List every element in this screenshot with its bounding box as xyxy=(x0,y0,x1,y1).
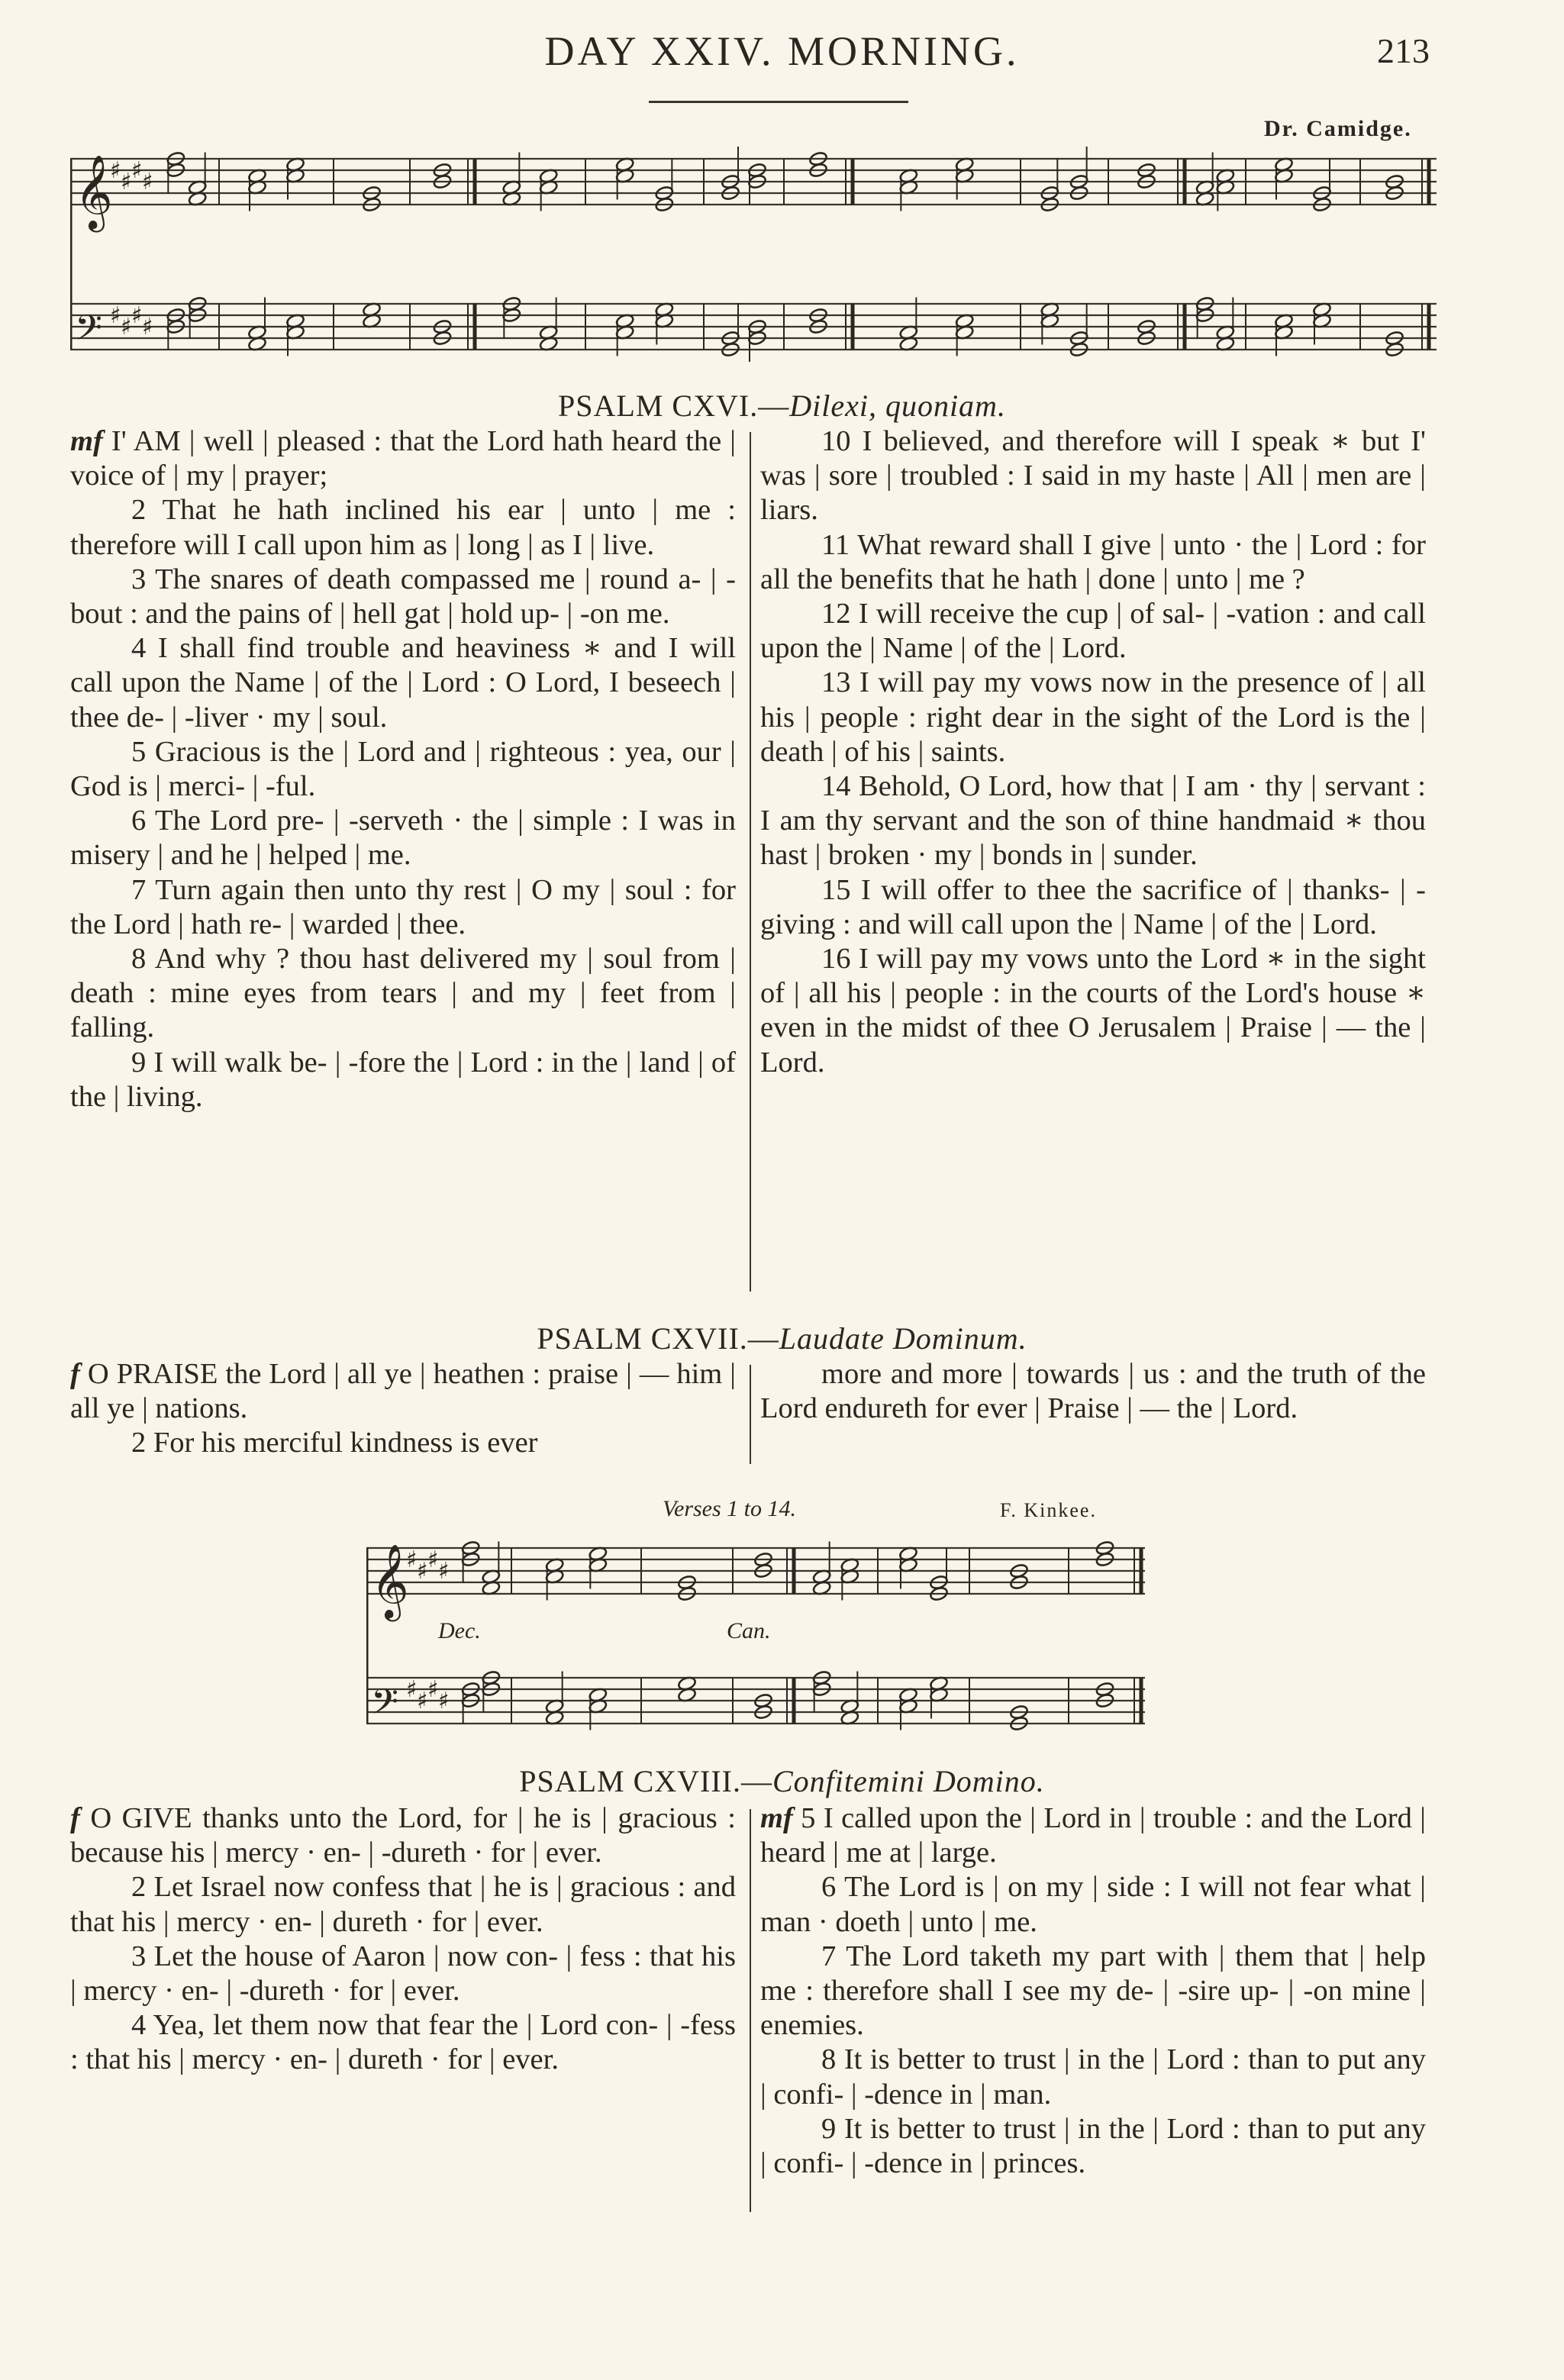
verse-text: 3 Let the house of Aaron | now con- | fess : that his | mercy · en- | -dureth · for | ever. xyxy=(70,1940,736,2008)
verse-text: 7 Turn again then unto thy rest | O my | soul : for the Lord | hath re- | warded | thee. xyxy=(70,873,736,940)
column-divider xyxy=(750,432,751,1292)
sharp-icon: ♯ xyxy=(427,1676,439,1703)
bass-clef-icon: 𝄢 xyxy=(371,1682,399,1731)
verse-text: 6 The Lord is | on my | side : I will not fear what | man · doeth | unto | me. xyxy=(760,1871,1426,1938)
bass-staff xyxy=(70,296,1437,362)
verse: 12 I will receive the cup | of sal- | -vation : and call upon the | Name | of the | Lord. xyxy=(760,598,1426,665)
verse xyxy=(760,1801,1426,1870)
sharp-icon: ♯ xyxy=(110,157,121,184)
verse: 10 I believed, and therefore will I speak ∗ but I' was | sore | troubled : I said in my haste | All | men are | liars. xyxy=(760,425,1426,527)
psalm116-latin: Dilexi, quoniam. xyxy=(789,389,1006,423)
verse: more and more | towards | us : and the truth of the Lord endureth for ever | Praise | — the | Lord. xyxy=(760,1358,1426,1425)
sharp-icon: ♯ xyxy=(142,314,153,340)
sharp-icon: ♯ xyxy=(406,1546,418,1573)
bass-staff xyxy=(366,1670,1145,1732)
sharp-icon: ♯ xyxy=(438,1558,450,1585)
verse: 13 I will pay my vows now in the presence of | all his | people : right dear in the sight of the Lord is the | death | of his | saints. xyxy=(760,666,1426,768)
chant2-composer: F. Kinkee. xyxy=(1000,1499,1097,1521)
verse-text: 2 Let Israel now confess that | he is | gracious : and that his | mercy · en- | dureth · for | ever. xyxy=(70,1871,736,1938)
verse-text: I' AM | well | pleased : that the Lord hath heard the | voice of | my | prayer; xyxy=(70,425,736,492)
psalm118-latin: Confitemini Domino. xyxy=(772,1764,1045,1798)
verse xyxy=(760,1870,1426,1939)
verse xyxy=(70,1801,736,1870)
sharp-icon: ♯ xyxy=(406,1676,418,1703)
verse-text: O PRAISE the Lord | all ye | heathen : praise | — him | all ye | nations. xyxy=(70,1358,736,1425)
verse-text: 5 Gracious is the | Lord and | righteous : yea, our | God is | merci- | -ful. xyxy=(70,735,736,803)
dynamic-mark: f xyxy=(70,1358,80,1390)
verse: 15 I will offer to thee the sacrifice of | thanks- | -giving : and will call upon the | Name | of the | Lord. xyxy=(760,873,1426,940)
treble-staff xyxy=(366,1540,1145,1621)
psalm118-number: PSALM CXVIII.— xyxy=(519,1764,772,1798)
psalm117-right-column xyxy=(760,1357,1426,1426)
sharp-icon: ♯ xyxy=(438,1688,450,1714)
psalm118-title xyxy=(0,1763,1564,1799)
verse xyxy=(70,2008,736,2077)
bass-clef-icon: 𝄢 xyxy=(75,308,103,357)
sharp-icon: ♯ xyxy=(131,157,143,184)
verse-text: 8 And why ? thou hast delivered my | soul from | death : mine eyes from tears | and my | feet from | falling. xyxy=(70,943,736,1044)
verse-text: 8 It is better to trust | in the | Lord : than to put any | confi- | -dence in | man. xyxy=(760,2043,1426,2111)
dynamic-mark: mf xyxy=(760,1802,793,1834)
psalm117-latin: Laudate Dominum. xyxy=(779,1321,1027,1356)
verse xyxy=(70,493,736,562)
verse xyxy=(70,631,736,735)
verse xyxy=(70,873,736,942)
verse-text: 9 I will walk be- | -fore the | Lord : in the | land | of the | living. xyxy=(70,1046,736,1113)
dynamic-mark: f xyxy=(70,1802,80,1834)
verse xyxy=(70,1046,736,1114)
psalm117-title xyxy=(0,1321,1564,1356)
staff-svg xyxy=(70,145,1437,389)
chant2-dec-label: Dec. xyxy=(438,1618,481,1643)
verse-text: 2 That he hath inclined his ear | unto | me : therefore will I call upon him as | long | as I | live. xyxy=(70,494,736,561)
psalm116-title xyxy=(0,388,1564,424)
psalm117-left-column xyxy=(70,1357,736,1461)
psalm116-right-column xyxy=(760,424,1426,1080)
verse-text: 3 The snares of death compassed me | round a- | -bout : and the pains of | hell gat | hold up- | -on me. xyxy=(70,563,736,630)
verse xyxy=(70,563,736,631)
column-divider xyxy=(750,1365,751,1464)
verse xyxy=(70,1870,736,1939)
sharp-icon: ♯ xyxy=(417,1558,428,1585)
verse xyxy=(70,424,736,493)
verse xyxy=(70,1426,736,1460)
page-title: DAY XXIV. MORNING. xyxy=(544,28,1020,74)
psalm116-left-column xyxy=(70,424,736,1114)
sharp-icon: ♯ xyxy=(427,1546,439,1573)
page-header xyxy=(0,27,1564,81)
treble-clef-icon: 𝄞 xyxy=(75,154,113,229)
psalm117-number: PSALM CXVII.— xyxy=(537,1321,779,1356)
treble-clef-icon: 𝄞 xyxy=(371,1543,409,1618)
verse xyxy=(760,1940,1426,2043)
verse xyxy=(760,2112,1426,2181)
sharp-icon: ♯ xyxy=(417,1688,428,1714)
psalm118-right-column xyxy=(760,1801,1426,2181)
verse-text: O GIVE thanks unto the Lord, for | he is | gracious : because his | mercy · en- | -dureth · for | ever. xyxy=(70,1802,736,1869)
verse xyxy=(70,1357,736,1426)
verse-text: 7 The Lord taketh my part with | them that | help me : therefore shall I see my de- | -sire up- | -on mine | enemies. xyxy=(760,1940,1426,2042)
chant2-can-label: Can. xyxy=(727,1618,771,1643)
verse xyxy=(70,1940,736,2008)
chant1-score xyxy=(70,145,1437,389)
verse-text: 4 Yea, let them now that fear the | Lord con- | -fess : that his | mercy · en- | dureth · for | ever. xyxy=(70,2009,736,2076)
verse-text: 5 I called upon the | Lord in | trouble : and the Lord | heard | me at | large. xyxy=(760,1802,1426,1869)
sharp-icon: ♯ xyxy=(131,302,143,329)
chant1-composer: Dr. Camidge. xyxy=(1264,116,1412,141)
sharp-icon: ♯ xyxy=(121,169,132,195)
verse xyxy=(70,735,736,804)
verse xyxy=(70,942,736,1046)
dynamic-mark: mf xyxy=(70,425,103,457)
verse xyxy=(70,804,736,872)
sharp-icon: ♯ xyxy=(121,314,132,340)
chant2-verses-label: Verses 1 to 14. xyxy=(663,1496,796,1521)
verse-text: 4 I shall find trouble and heaviness ∗ and I will call upon the Name | of the | Lord : O Lord, I beseech | thee de- | -liver · my | soul. xyxy=(70,632,736,734)
verse-text: 9 It is better to trust | in the | Lord : than to put any | confi- | -dence in | princes. xyxy=(760,2112,1426,2180)
verse: 16 I will pay my vows unto the Lord ∗ in the sight of | all his | people : in the courts of the Lord's house ∗ even in the midst of thee O Jerusalem | Praise | — the | Lord. xyxy=(760,943,1426,1079)
column-divider xyxy=(750,1809,751,2212)
verse: 11 What reward shall I give | unto · the | Lord : for all the benefits that he hath | done | unto | me ? xyxy=(760,528,1426,595)
sharp-icon: ♯ xyxy=(142,169,153,195)
verse-text: 6 The Lord pre- | -serveth · the | simple : I was in misery | and he | helped | me. xyxy=(70,805,736,872)
header-rule xyxy=(649,101,908,103)
treble-staff xyxy=(70,147,1437,232)
psalm116-number: PSALM CXVI.— xyxy=(558,389,790,423)
verse xyxy=(760,2043,1426,2111)
verse-text: 2 For his merciful kindness is ever xyxy=(131,1427,538,1459)
verse: 14 Behold, O Lord, how that | I am · thy | servant : I am thy servant and the son of thine handmaid ∗ thou hast | broken · my | bonds in | sunder. xyxy=(760,770,1426,872)
sharp-icon: ♯ xyxy=(110,302,121,329)
psalm118-left-column xyxy=(70,1801,736,2078)
page-number: 213 xyxy=(1377,31,1430,70)
